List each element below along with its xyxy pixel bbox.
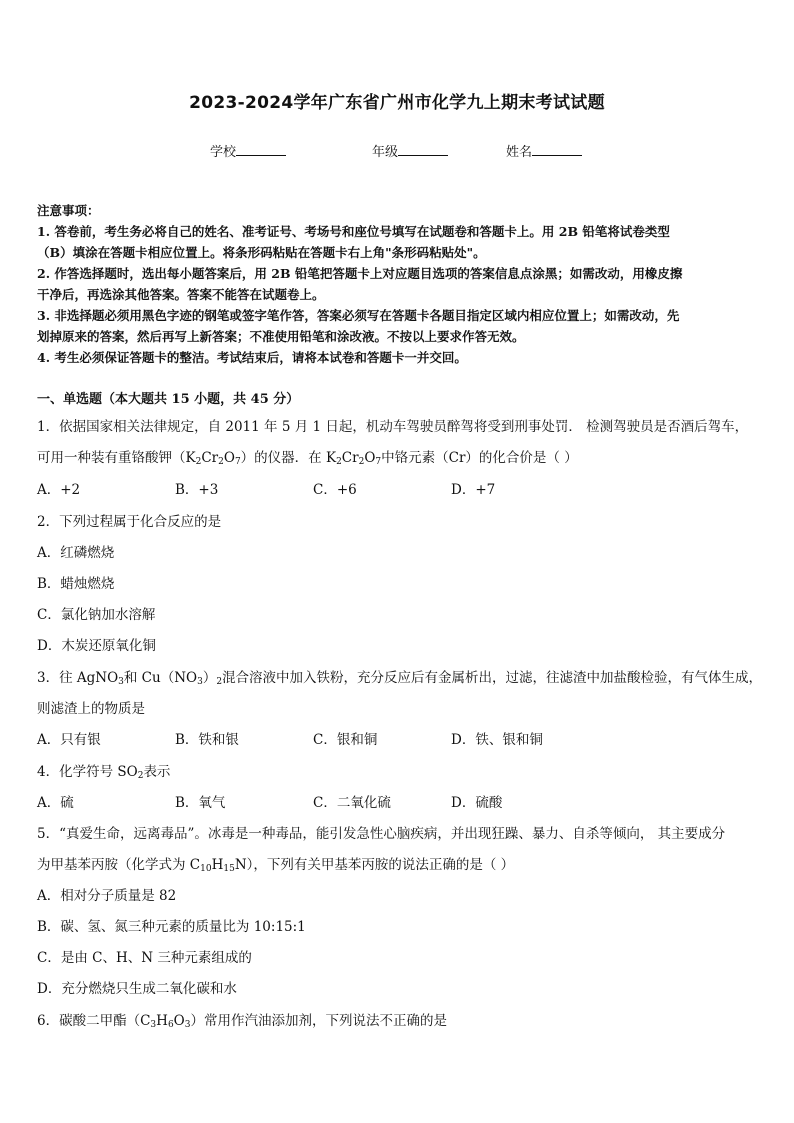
notice-line: 2. 作答选择题时，选出每小题答案后，用 2B 铅笔把答题卡上对应题目选项的答案信息点涂黑；如需改动，用橡皮擦 <box>37 266 683 281</box>
q1-option-a: A．+2 <box>37 482 81 498</box>
grade-label: 年级 <box>372 145 399 160</box>
q3-option-a: A．只有银 <box>37 732 101 748</box>
q2-option-d: D．木炭还原氧化铜 <box>37 638 156 654</box>
q2-option-a: A．红磷燃烧 <box>37 545 115 561</box>
q1-option-b: B．+3 <box>175 482 219 498</box>
q2-stem: 2．下列过程属于化合反应的是 <box>37 514 222 530</box>
q3-stem-line2: 则滤渣上的物质是 <box>37 701 145 717</box>
q3-option-d: D．铁、银和铜 <box>451 732 543 748</box>
q2-option-b: B．蜡烛燃烧 <box>37 576 115 592</box>
q6-stem: 6．碳酸二甲酯$(C_3H_6O_3)$常用作汽油添加剂，下列说法不正确的是 <box>37 1013 447 1030</box>
q3-option-b: B．铁和银 <box>175 732 239 748</box>
name-label: 姓名 <box>506 145 533 160</box>
notice-block <box>37 200 759 368</box>
q5-option-a: A．相对分子质量是 82 <box>37 888 177 904</box>
q4-option-c: C．二氧化硫 <box>313 795 391 811</box>
q3-stem-line1: 3．往 AgNO$_3$和 $Cu(NO_3)_2$混合溶液中加入铁粉，充分反应后有金属析出，过滤，往滤渣中加盐酸检验，有气体生成， <box>37 670 763 687</box>
exam-title: 2023-2024学年广东省广州市化学九上期末考试试题 <box>189 93 605 113</box>
school-blank <box>236 143 286 156</box>
q3-option-c: C．银和铜 <box>313 732 378 748</box>
school-label: 学校 <box>210 145 237 160</box>
section-heading: 一、单选题（本大题共 15 小题，共 45 分） <box>37 392 300 407</box>
notice-line: 干净后，再选涂其他答案。答案不能答在试题卷上。 <box>37 287 325 302</box>
notice-line: （B）填涂在答题卡相应位置上。将条形码粘贴在答题卡右上角"条形码粘贴处"。 <box>37 245 486 260</box>
q5-option-b: B．碳、氢、氮三种元素的质量比为 10:15:1 <box>37 919 306 935</box>
q5-option-c: C．是由 C、H、N 三种元素组成的 <box>37 950 252 966</box>
q4-stem: 4．化学符号 $SO_2$表示 <box>37 764 171 781</box>
school-field <box>210 141 286 160</box>
notice-line: 划掉原来的答案，然后再写上新答案；不准使用铅笔和涂改液。不按以上要求作答无效。 <box>37 329 525 344</box>
q4-option-a: A．硫 <box>37 795 74 811</box>
q1-option-d: D．+7 <box>451 482 496 498</box>
q1-stem-line2: 可用一种装有重铬酸钾$(K_2Cr_2O_7)$的仪器．在 $K_2Cr_2O_7$中铬元素（Cr）的化合价是（ ） <box>37 450 578 467</box>
grade-blank <box>398 143 448 156</box>
notice-line: 3. 非选择题必须用黑色字迹的钢笔或签字笔作答，答案必须写在答题卡各题目指定区域内相应位置上；如需改动，先 <box>37 308 680 323</box>
grade-field <box>372 141 448 160</box>
q1-option-c: C．+6 <box>313 482 357 498</box>
q2-option-c: C．氯化钠加水溶解 <box>37 607 156 623</box>
q5-option-d: D．充分燃烧只生成二氧化碳和水 <box>37 981 237 997</box>
q5-stem-line2: 为甲基苯丙胺（化学式为 $C_{10}H_{15}N$），下列有关甲基苯丙胺的说法正确的是（ ） <box>37 857 515 874</box>
notice-line: 1. 答卷前，考生务必将自己的姓名、准考证号、考场号和座位号填写在试题卷和答题卡上。用 2B 铅笔将试卷类型 <box>37 224 670 239</box>
notice-line: 4. 考生必须保证答题卡的整洁。考试结束后，请将本试卷和答题卡一并交回。 <box>37 350 467 365</box>
name-field <box>506 141 582 160</box>
q1-stem-line1: 1．依据国家相关法律规定，自 2011 年 5 月 1 日起，机动车驾驶员醉驾将受到刑事处罚． 检测驾驶员是否酒后驾车， <box>37 419 749 435</box>
q4-option-d: D．硫酸 <box>451 795 503 811</box>
q4-option-b: B．氧气 <box>175 795 226 811</box>
notice-heading: 注意事项： <box>37 203 100 218</box>
name-blank <box>532 143 582 156</box>
q5-stem-line1: 5．“真爱生命，远离毒品”。冰毒是一种毒品，能引发急性心脑疾病，并出现狂躁、暴力、自杀等倾向， 其主要成分 <box>37 826 726 842</box>
